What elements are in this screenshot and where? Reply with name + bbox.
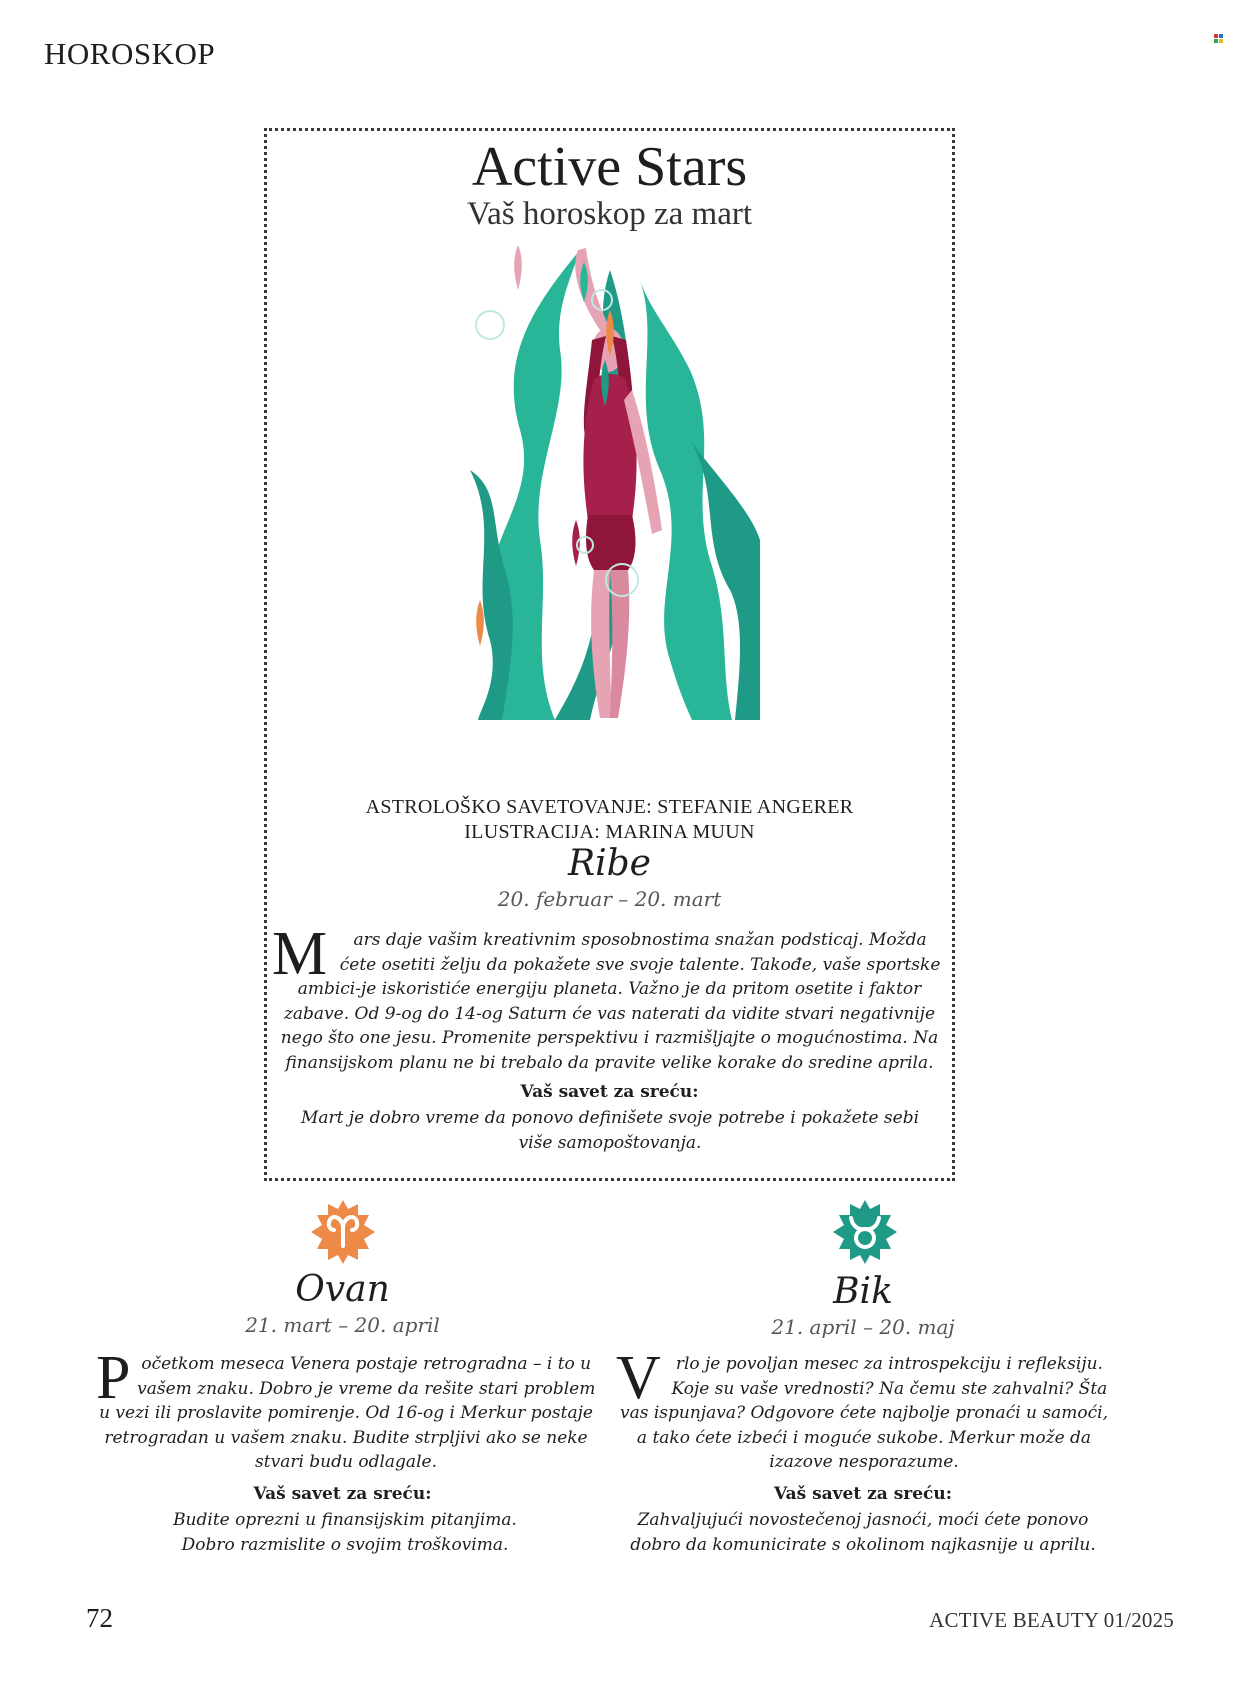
pisces-body: ars daje vašim kreativnim sposobnostima snažan podsticaj. Možda ćete osetiti želju da pokažete sve svoje talente. Takođe, vaše sportske ambici-je iskoristiće energiju planeta. Važno je da pritom osetite i faktor zabave. Od 9-og do 14-og Saturn će vas naterati da vidite stvari negativnije nego što one jesu. Promenite perspektivu i razmišljajte o mogućnostima. Na finansijskom planu ne bi trebalo da pravite velike korake do sredine aprila. <box>280 930 941 1073</box>
taurus-dropcap: V <box>616 1344 661 1412</box>
taurus-body: rlo je povoljan mesec za introspekciju i refleksiju. Koje su vaše vrednosti? Na čemu ste zahvalni? Šta vas ispunjava? Odgovore ćete najbolje pronaći u samoći, a tako ćete izbeći i moguće sukobe. Merkur može da izazove nesporazume. <box>620 1354 1108 1472</box>
taurus-sign-dates: 21. april – 20. maj <box>771 1315 955 1339</box>
pisces-advice-text: Mart je dobro vreme da ponovo definišete svoje potrebe i pokažete sebi više samopoštovanja. <box>300 1108 920 1153</box>
page-number: 72 <box>86 1603 113 1633</box>
pisces-sign-name: Ribe <box>568 843 651 884</box>
aries-horoscope-text <box>96 1344 596 1475</box>
aries-body: očetkom meseca Venera postaje retrogradna – i to u vašem znaku. Dobro je vreme da rešite stari problem u vezi ili proslavite pomirenje. Od 16-og i Merkur postaje retrogradan u vašem znaku. Budite strpljivi ako se neke stvari budu odlagale. <box>99 1354 596 1472</box>
pisces-advice-title: Vaš savet za sreću: <box>520 1082 699 1102</box>
page-title: Active Stars <box>471 136 748 198</box>
aries-dropcap: P <box>96 1344 131 1412</box>
aries-advice-title: Vaš savet za sreću: <box>253 1484 432 1504</box>
credit-illustration: ILUSTRACIJA: MARINA MUUN <box>464 821 755 843</box>
taurus-sign-name: Bik <box>833 1271 893 1312</box>
aries-sign-dates: 21. mart – 20. april <box>245 1313 440 1337</box>
pisces-dropcap: M <box>272 920 328 988</box>
taurus-horoscope-text <box>616 1344 1112 1475</box>
pisces-swimmer-illustration <box>460 240 760 780</box>
section-label: HOROSKOP <box>44 36 216 71</box>
taurus-advice-title: Vaš savet za sreću: <box>773 1484 953 1504</box>
aries-advice-text: Budite oprezni u finansijskim pitanjima. Dobro razmislite o svojim troškovima. <box>173 1510 517 1555</box>
taurus-icon <box>833 1200 897 1264</box>
aries-icon <box>311 1200 375 1264</box>
credit-astrology: ASTROLOŠKO SAVETOVANJE: STEFANIE ANGERER <box>365 796 854 818</box>
pisces-sign-dates: 20. februar – 20. mart <box>497 887 722 911</box>
pisces-horoscope-text <box>272 920 947 1075</box>
magazine-issue: ACTIVE BEAUTY 01/2025 <box>929 1608 1174 1632</box>
color-registration-mark <box>1214 34 1224 43</box>
taurus-advice-text: Zahvaljujući novostečenoj jasnoći, moći ćete ponovo dobro da komunicirate s okolinom najkasnije u aprilu. <box>630 1510 1096 1555</box>
page-subtitle: Vaš horoskop za mart <box>466 196 752 232</box>
aries-sign-name: Ovan <box>295 1269 390 1310</box>
